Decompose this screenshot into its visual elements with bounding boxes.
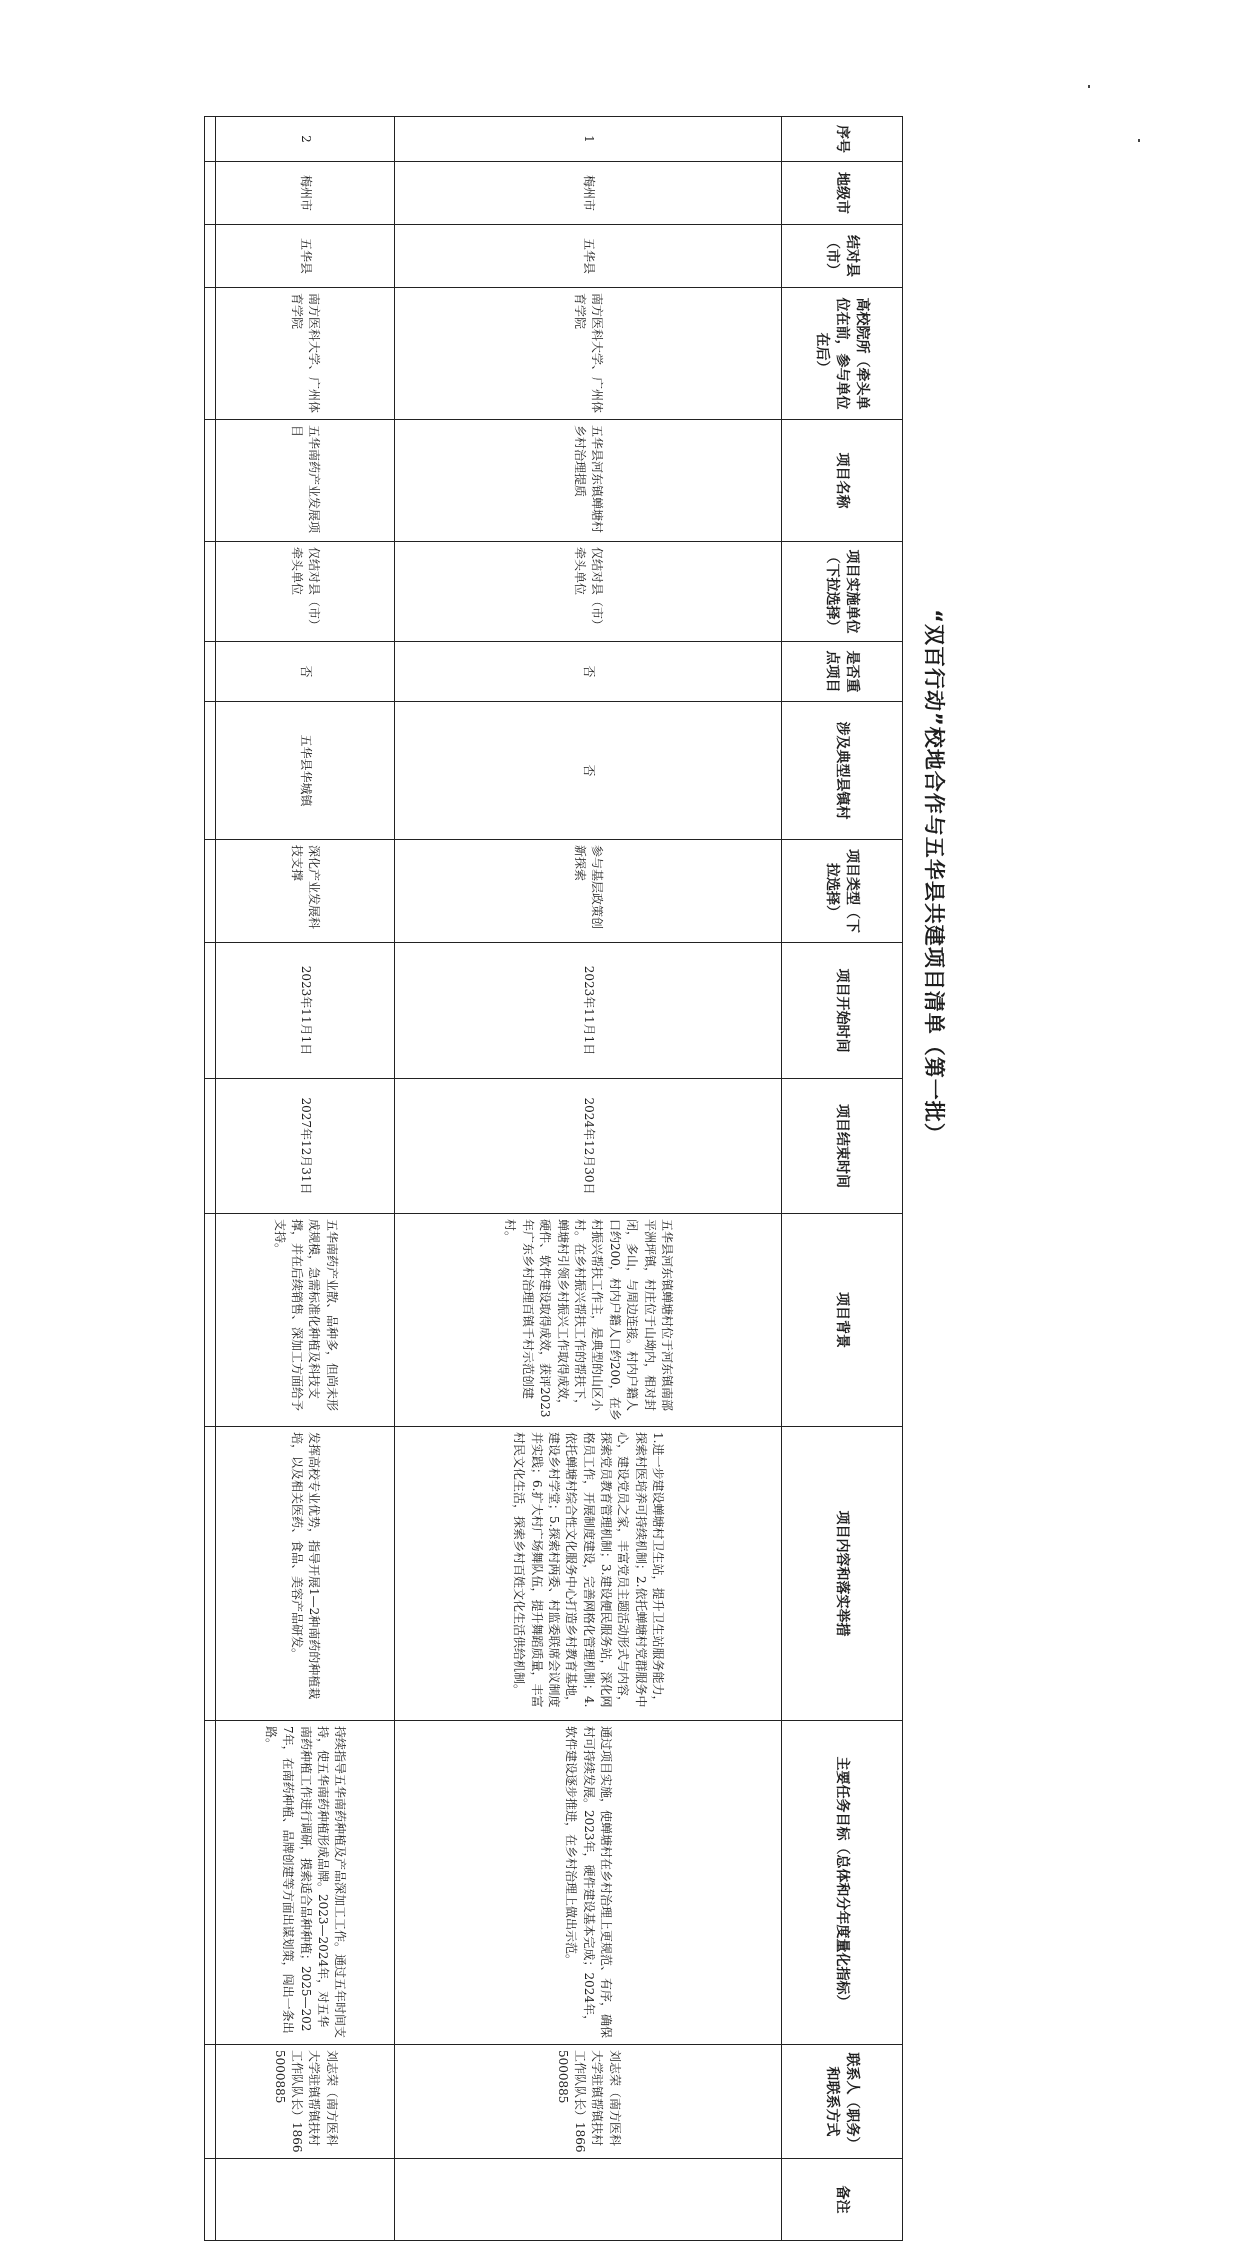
cell-city: 梅州市 (216, 162, 395, 225)
cell-remark (216, 2159, 395, 2241)
empty-cell (205, 642, 216, 702)
cell-end-time: 2027年12月31日 (216, 1079, 395, 1214)
cell-implementer: 仅结对县（市）牵头单位 (395, 542, 782, 642)
cell-typical-town: 五华县华城镇 (216, 702, 395, 840)
cell-county: 五华县 (395, 225, 782, 288)
cell-is-key: 否 (395, 642, 782, 702)
empty-cell (205, 2159, 216, 2241)
project-list-table (204, 116, 903, 2241)
cell-targets: 持续指导五华南药种植及产品深加工工作。通过五年时间支持，使五华南药种植形成品牌。2023—2024年，对五华南药种植工作进行调研，摸索适合品种种植；2025—2027年，在南药种植、品牌创建等方面出谋划策，闯出一条出路。 (216, 1721, 395, 2045)
empty-cell (205, 225, 216, 288)
header-end-time: 项目结束时间 (782, 1079, 903, 1214)
cell-project-name: 五华县河东镇蝉塘村乡村治理提质 (395, 420, 782, 542)
cell-institutions: 南方医科大学、广州体育学院 (395, 288, 782, 420)
cell-project-type: 参与基层政策创新探索 (395, 840, 782, 943)
empty-cell (205, 840, 216, 943)
header-index: 序号 (782, 117, 903, 162)
cell-institutions: 南方医科大学、广州体育学院 (216, 288, 395, 420)
cell-index: 2 (216, 117, 395, 162)
cell-content: 1.进一步建设蝉塘村卫生站，提升卫生站服务能力，探索村医培养可持续机制；2.依托蝉塘村党群服务中心，建设党员之家，丰富党员主题活动形式与内容，探索党员教育管理机制；3.建设便民服务站，深化网格员工作，开展制度建设，完善网格化管理机制；4.依托蝉塘村综合性文化服务中心打造乡村教育基地，建设乡村学堂；5.探索村两委、村监委联席会议制度并实践；6.扩大村广场舞队伍，提升舞蹈质量，丰富村民文化生活，探索乡村百姓文化生活供给机制。 (395, 1427, 782, 1721)
table-row (216, 117, 395, 2241)
header-county: 结对县（市） (782, 225, 903, 288)
empty-cell (205, 420, 216, 542)
cell-start-time: 2023年11月1日 (216, 943, 395, 1079)
cell-contact: 刘志荣（南方医科大学驻镇帮镇扶村工作队队长）18665000885 (216, 2045, 395, 2159)
empty-cell (205, 1721, 216, 2045)
cell-background: 五华县河东镇蝉塘村位于河东镇南部平洲坪镇，村庄位于山坳内，相对封闭，多山，与周边连接。村内户籍人口约200，村内户籍人口约200，在乡村振兴帮扶工作主，是典型的山区小村。在乡村振兴帮扶工作的帮扶下，蝉塘村引领乡村振兴工作取得成效，硬件、软件建设取得成效，获评2023年广东乡村治理百镇千村示范创建村。 (395, 1214, 782, 1427)
cell-targets: 通过项目实施，使蝉塘村在乡村治理上更规范、有序，确保村可持续发展。2023年，硬件建设基本完成；2024年，软件建设逐步推进，在乡村治理上做出示范。 (395, 1721, 782, 2045)
table-header-row (782, 117, 903, 2241)
table-row-empty (205, 117, 216, 2241)
cell-project-name: 五华南药产业发展项目 (216, 420, 395, 542)
cell-content: 发挥高校专业优势，指导开展1—2种南药的种植栽培，以及相关医药、食品、美容产品研发。 (216, 1427, 395, 1721)
empty-cell (205, 1079, 216, 1214)
cell-county: 五华县 (216, 225, 395, 288)
empty-cell (205, 288, 216, 420)
empty-cell (205, 1214, 216, 1427)
empty-cell (205, 702, 216, 840)
header-typical-town: 涉及典型县镇村 (782, 702, 903, 840)
header-institutions: 高校院所（牵头单位在前，参与单位在后） (782, 288, 903, 420)
cell-index: 1 (395, 117, 782, 162)
table-row (395, 117, 782, 2241)
empty-cell (205, 1427, 216, 1721)
header-project-type: 项目类型（下拉选择） (782, 840, 903, 943)
cell-project-type: 深化产业发展科技支撑 (216, 840, 395, 943)
cell-implementer: 仅结对县（市）牵头单位 (216, 542, 395, 642)
header-remark: 备注 (782, 2159, 903, 2241)
cell-city: 梅州市 (395, 162, 782, 225)
cell-start-time: 2023年11月1日 (395, 943, 782, 1079)
cell-contact: 刘志荣（南方医科大学驻镇帮镇扶村工作队队长）18665000885 (395, 2045, 782, 2159)
header-city: 地级市 (782, 162, 903, 225)
cell-remark (395, 2159, 782, 2241)
header-background: 项目背景 (782, 1214, 903, 1427)
scan-speck (1088, 85, 1090, 88)
empty-cell (205, 943, 216, 1079)
cell-background: 五华南药产业散、品种多，但尚未形成规模，急需标准化种植及科技支撑，并在后续销售、深加工方面给予支持。 (216, 1214, 395, 1427)
header-targets: 主要任务目标（总体和分年度量化指标） (782, 1721, 903, 2045)
empty-cell (205, 117, 216, 162)
cell-is-key: 否 (216, 642, 395, 702)
header-project-name: 项目名称 (782, 420, 903, 542)
header-is-key: 是否重点项目 (782, 642, 903, 702)
cell-typical-town: 否 (395, 702, 782, 840)
document-title: “双百行动”校地合作与五华县共建项目清单（第一批） (922, 609, 946, 1145)
scan-speck (1138, 139, 1140, 142)
header-start-time: 项目开始时间 (782, 943, 903, 1079)
empty-cell (205, 542, 216, 642)
cell-end-time: 2024年12月30日 (395, 1079, 782, 1214)
empty-cell (205, 2045, 216, 2159)
header-implementer: 项目实施单位（下拉选择） (782, 542, 903, 642)
header-content: 项目内容和落实举措 (782, 1427, 903, 1721)
header-contact: 联系人（职务）和联系方式 (782, 2045, 903, 2159)
empty-cell (205, 162, 216, 225)
